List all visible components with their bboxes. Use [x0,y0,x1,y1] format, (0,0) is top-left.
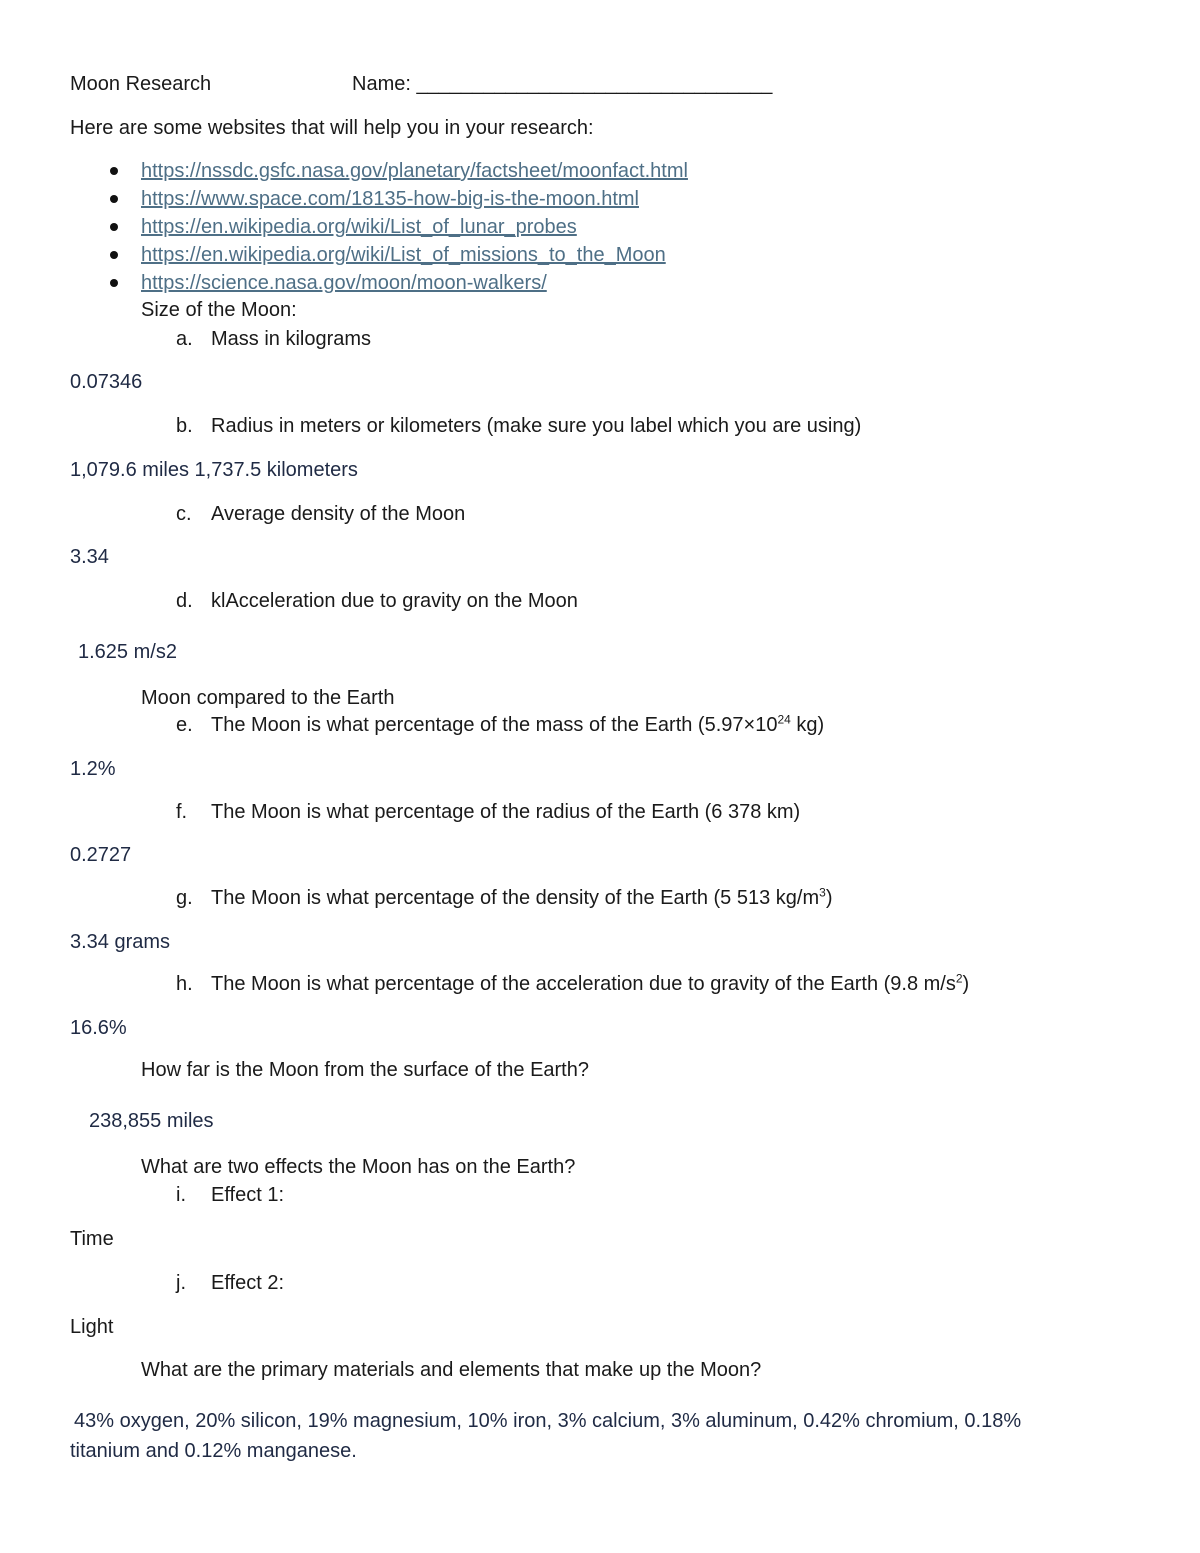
question-effect-1: Effect 1: [211,1184,285,1206]
question-radius-percent: The Moon is what percentage of the radius of the Earth (6 378 km) [211,801,801,823]
answer-materials-line-2: titanium and 0.12% manganese. [70,1440,357,1462]
answer-radius: 1,079.6 miles 1,737.5 kilometers [70,459,358,481]
answer-gravity-percent: 16.6% [70,1017,127,1039]
question-density-percent: The Moon is what percentage of the density of the Earth (5 513 $kg/m^3$) [211,885,833,909]
bullet-icon [110,251,118,259]
question-marker: h. [176,973,193,995]
bullet-icon [110,195,118,203]
question-marker: i. [176,1184,186,1206]
answer-gravity: 1.625 m/s2 [78,641,177,663]
section-heading-size: Size of the Moon: [141,299,297,321]
question-materials: What are the primary materials and elements that make up the Moon? [141,1359,762,1381]
answer-density: 3.34 [70,546,109,568]
question-radius: Radius in meters or kilometers (make sure you label which you are using) [211,415,862,437]
question-marker: d. [176,590,193,612]
question-marker: j. [176,1272,186,1294]
question-gravity-percent: The Moon is what percentage of the acceleration due to gravity of the Earth (9.8 $m/s^2$) [211,971,970,995]
question-marker: c. [176,503,192,525]
question-density: Average density of the Moon [211,503,466,525]
website-link[interactable]: https://www.space.com/18135-how-big-is-the-moon.html [141,188,639,210]
question-marker: e. [176,714,193,736]
answer-materials-line-1: 43% oxygen, 20% silicon, 19% magnesium, 10% iron, 3% calcium, 3% aluminum, 0.42% chromium, 0.18% [74,1410,1022,1432]
website-link[interactable]: https://en.wikipedia.org/wiki/List_of_lunar_probes [141,216,577,238]
website-link[interactable]: https://en.wikipedia.org/wiki/List_of_missions_to_the_Moon [141,244,666,266]
bullet-icon [110,279,118,287]
name-field-label: Name: ________________________________ [352,73,773,95]
answer-effect-1: Time [70,1228,114,1250]
bullet-icon [110,223,118,231]
answer-effect-2: Light [70,1316,114,1338]
question-marker: f. [176,801,188,823]
question-marker: a. [176,328,193,350]
answer-mass: 0.07346 [70,371,143,393]
website-link[interactable]: https://nssdc.gsfc.nasa.gov/planetary/factsheet/moonfact.html [141,160,688,182]
section-heading-compare: Moon compared to the Earth [141,687,395,709]
answer-radius-percent: 0.2727 [70,844,132,866]
intro-text: Here are some websites that will help you in your research: [70,117,594,139]
answer-mass-percent: 1.2% [70,758,116,780]
page-title: Moon Research [70,73,212,95]
question-mass-percent: The Moon is what percentage of the mass of the Earth ($5.97\times 10^{24}$ kg) [211,712,825,736]
question-mass: Mass in kilograms [211,328,372,350]
bullet-icon [110,167,118,175]
question-effect-2: Effect 2: [211,1272,285,1294]
answer-distance: 238,855 miles [89,1110,214,1132]
question-distance: How far is the Moon from the surface of the Earth? [141,1059,589,1081]
question-effects: What are two effects the Moon has on the Earth? [141,1156,576,1178]
question-marker: g. [176,887,193,909]
answer-density-percent: 3.34 grams [70,931,171,953]
website-link[interactable]: https://science.nasa.gov/moon/moon-walkers/ [141,272,547,294]
question-gravity: klAcceleration due to gravity on the Moon [211,590,578,612]
question-marker: b. [176,415,193,437]
